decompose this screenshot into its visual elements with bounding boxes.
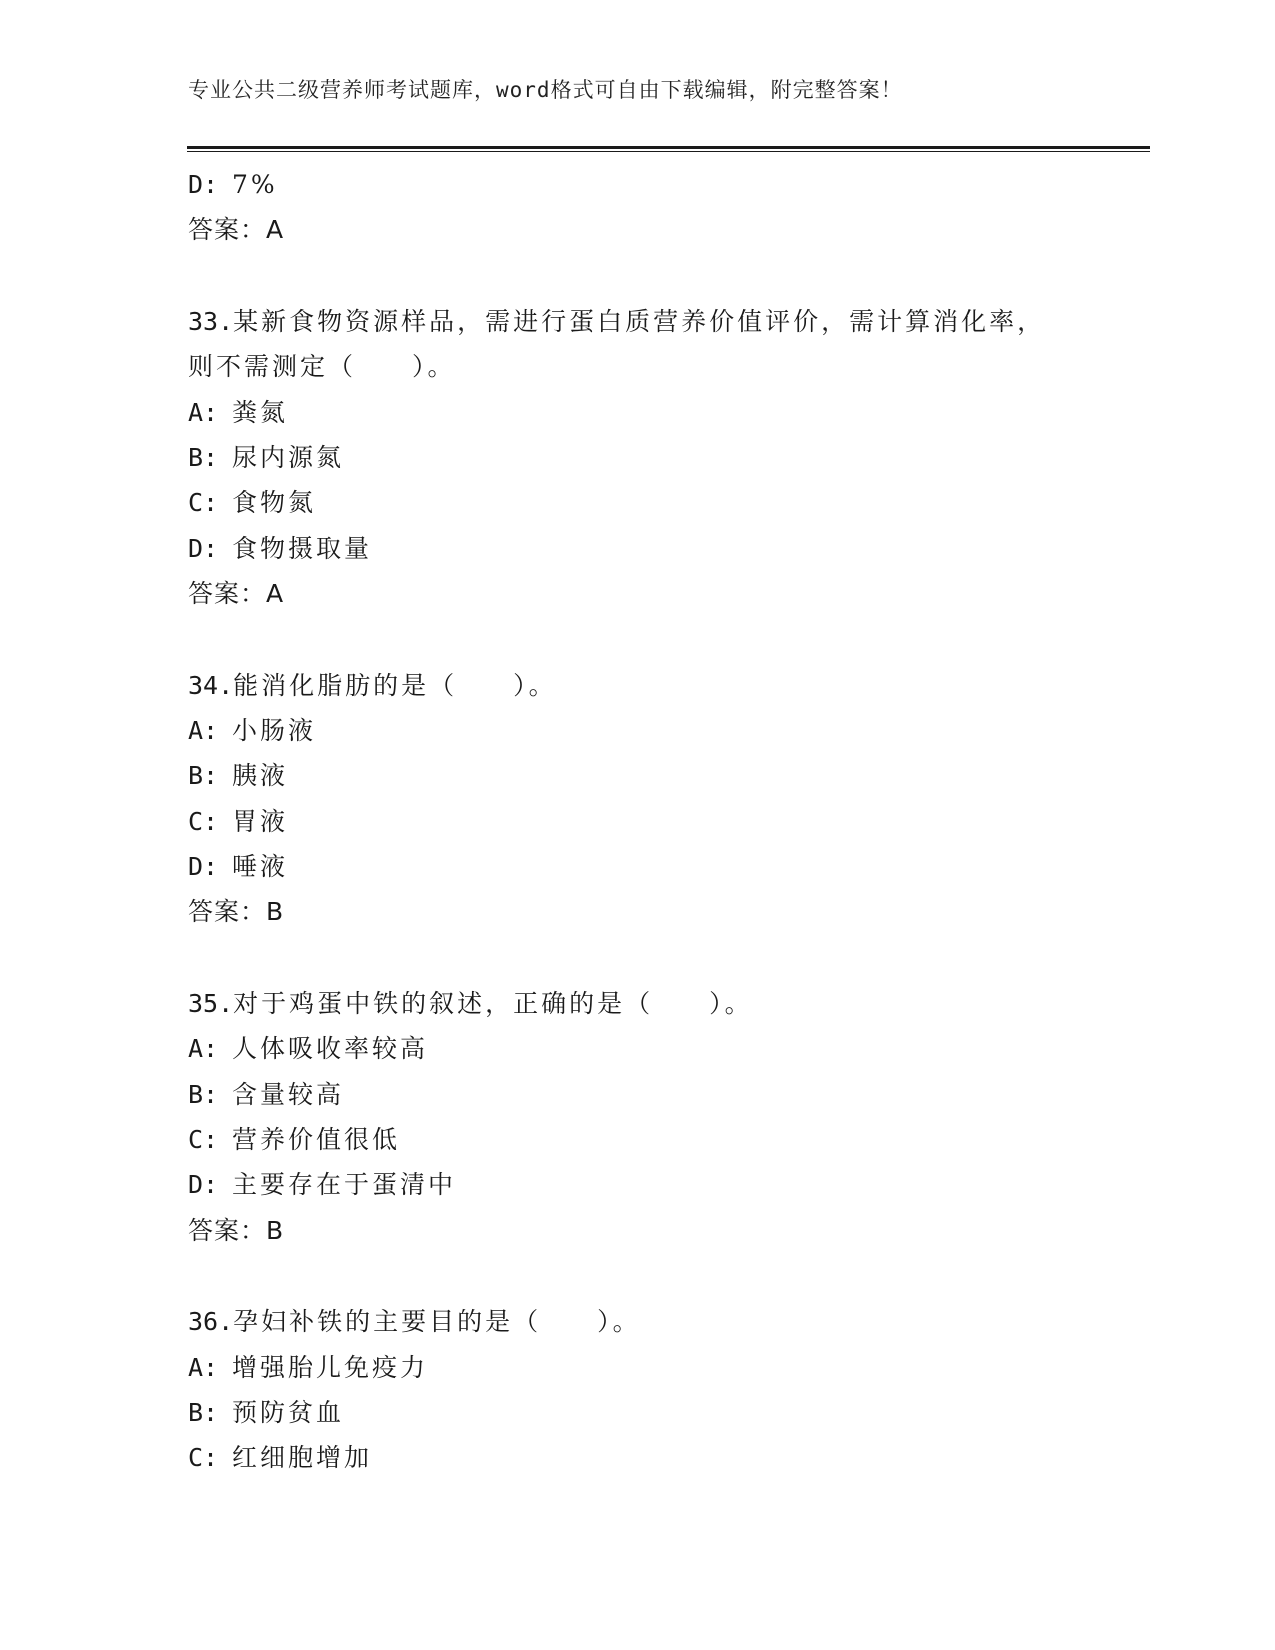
question-list — [188, 162, 1088, 1481]
option-b — [188, 753, 1088, 798]
option-label: B: — [188, 442, 219, 472]
option-a — [188, 1026, 1088, 1071]
option-text: 增强胎儿免疫力 — [232, 1352, 429, 1382]
option-text: 预防贫血 — [232, 1397, 345, 1427]
option-d — [188, 1162, 1088, 1207]
answer-line: 答案：A — [188, 215, 285, 245]
option-label: D: — [188, 533, 219, 563]
option-text: 胃液 — [232, 806, 289, 836]
question-stem-line: 能消化脂肪的是（ ）。 — [233, 670, 557, 700]
option-text: 红细胞增加 — [232, 1443, 373, 1473]
option-label: C: — [188, 488, 219, 518]
option-label: B: — [188, 761, 219, 791]
option-label: A: — [188, 397, 219, 427]
option-text: 人体吸收率较高 — [232, 1034, 429, 1064]
option-text: 小肠液 — [232, 715, 317, 745]
option-c — [188, 480, 1088, 525]
answer-line: 答案：B — [188, 897, 285, 927]
option-label: C: — [188, 1125, 219, 1155]
option-label: D: — [188, 170, 219, 199]
option-text: 含量较高 — [232, 1079, 345, 1109]
option-a — [188, 390, 1088, 435]
header-rule-thick — [187, 146, 1150, 149]
option-text: 胰液 — [232, 761, 289, 791]
option-text: 尿内源氮 — [232, 442, 345, 472]
option-text: 营养价值很低 — [232, 1125, 401, 1155]
option-label: D: — [188, 852, 219, 882]
question-number: 35. — [188, 988, 234, 1018]
question-stem-continued: 则不需测定（ ）。 — [188, 352, 456, 382]
option-label: A: — [188, 715, 219, 745]
question-number: 36. — [188, 1307, 234, 1337]
option-label: B: — [188, 1079, 219, 1109]
question-36 — [188, 1299, 1088, 1481]
option-d — [188, 844, 1088, 889]
option-text: 粪氮 — [232, 397, 289, 427]
question-number: 34. — [188, 670, 234, 700]
option-b — [188, 1072, 1088, 1117]
option-text: 主要存在于蛋清中 — [232, 1170, 457, 1200]
question-spacer — [188, 935, 1088, 981]
question-stem-line: 对于鸡蛋中铁的叙述，正确的是（ ）。 — [233, 988, 753, 1018]
option-b — [188, 1390, 1088, 1435]
option-a — [188, 1345, 1088, 1390]
option-c — [188, 1435, 1088, 1480]
option-text: 食物摄取量 — [232, 533, 373, 563]
question-stem — [188, 1299, 1088, 1344]
question-stem-line: 孕妇补铁的主要目的是（ ）。 — [233, 1307, 641, 1337]
option-a — [188, 708, 1088, 753]
option-text: 食物氮 — [232, 488, 317, 518]
previous-question-tail — [188, 162, 1088, 253]
option-c — [188, 1117, 1088, 1162]
option-text: 唾液 — [232, 852, 289, 882]
question-34 — [188, 663, 1088, 935]
question-stem-line: 某新食物资源样品，需进行蛋白质营养价值评价，需计算消化率， — [233, 306, 1046, 336]
option-text: 7% — [232, 170, 278, 199]
question-spacer — [188, 1253, 1088, 1299]
option-label: C: — [188, 806, 219, 836]
option-label: C: — [188, 1443, 219, 1473]
question-stem — [188, 981, 1088, 1026]
answer-line: 答案：A — [188, 579, 285, 609]
question-spacer — [188, 617, 1088, 663]
question-number: 33. — [188, 306, 234, 336]
question-35 — [188, 981, 1088, 1253]
answer-line: 答案：B — [188, 1215, 285, 1245]
option-label: D: — [188, 1170, 219, 1200]
question-stem — [188, 299, 1088, 344]
option-c — [188, 799, 1088, 844]
option-d — [188, 162, 1088, 207]
option-label: A: — [188, 1352, 219, 1382]
question-stem — [188, 663, 1088, 708]
question-33 — [188, 299, 1088, 617]
page-header: 专业公共二级营养师考试题库，word格式可自由下载编辑，附完整答案！ — [188, 78, 903, 102]
option-label: B: — [188, 1397, 219, 1427]
option-d — [188, 526, 1088, 571]
question-spacer — [188, 253, 1088, 299]
option-label: A: — [188, 1034, 219, 1064]
option-b — [188, 435, 1088, 480]
header-rule-thin — [187, 151, 1150, 152]
